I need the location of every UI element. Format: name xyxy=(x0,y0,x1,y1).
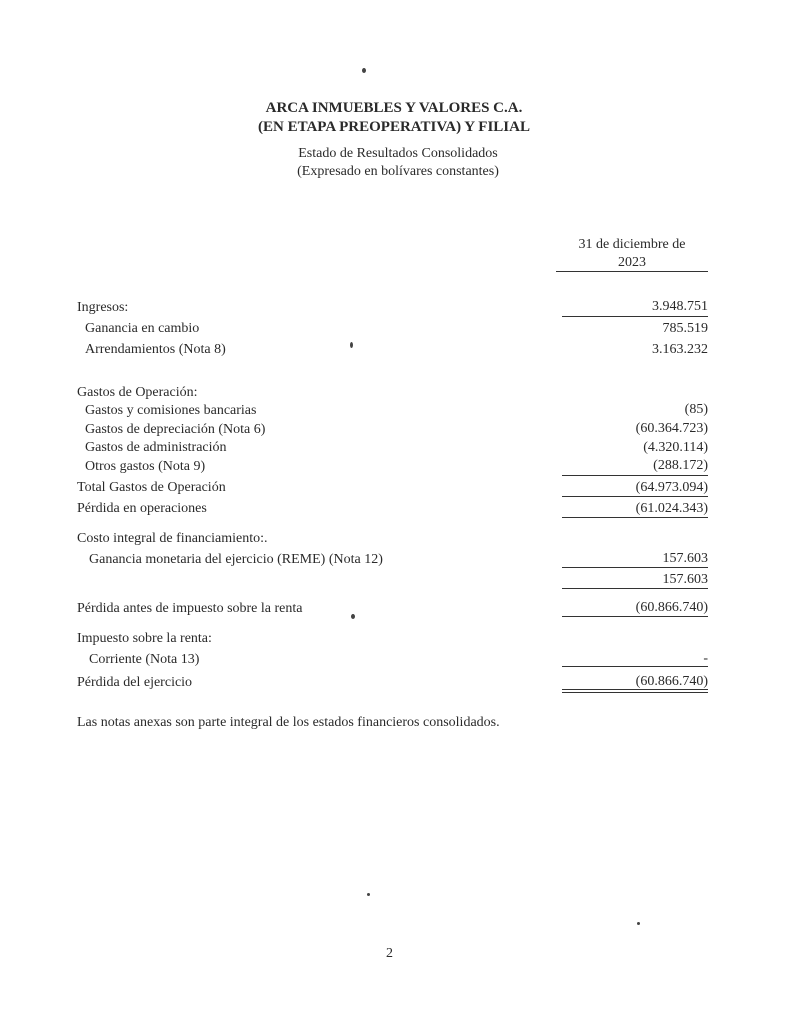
company-name xyxy=(0,99,788,137)
label-gastos-bancarias: Gastos y comisiones bancarias xyxy=(85,403,257,418)
double-rule-perdida-ejercicio xyxy=(562,689,708,693)
rule-corriente xyxy=(562,666,708,667)
page-number: 2 xyxy=(386,946,393,961)
label-perdida-antes-impuesto: Pérdida antes de impuesto sobre la renta xyxy=(77,601,303,616)
label-ganancia-monetaria: Ganancia monetaria del ejercicio (REME) (Nota 12) xyxy=(89,552,383,567)
scan-speck xyxy=(637,922,640,925)
amount-otros-gastos: (288.172) xyxy=(653,458,708,473)
amount-perdida-ejercicio: (60.866.740) xyxy=(635,674,708,689)
amount-gastos-administracion: (4.320.114) xyxy=(643,440,708,455)
label-total-gastos: Total Gastos de Operación xyxy=(77,480,226,495)
label-otros-gastos: Otros gastos (Nota 9) xyxy=(85,459,206,474)
label-impuesto-renta: Impuesto sobre la renta: xyxy=(77,631,212,646)
amount-arrendamientos: 3.163.232 xyxy=(652,342,708,357)
rule-perdida-antes-impuesto xyxy=(562,616,708,617)
column-header-line2: 2023 xyxy=(618,255,646,270)
label-gastos-operacion: Gastos de Operación: xyxy=(77,385,198,400)
label-corriente: Corriente (Nota 13) xyxy=(89,652,200,667)
amount-gastos-depreciacion: (60.364.723) xyxy=(635,421,708,436)
amount-perdida-antes-impuesto: (60.866.740) xyxy=(635,600,708,615)
statement-subtitle: (Expresado en bolívares constantes) xyxy=(297,164,499,179)
amount-ingresos: 3.948.751 xyxy=(652,299,708,314)
scan-speck xyxy=(367,893,370,896)
rule-otros-gastos xyxy=(562,475,708,476)
company-line-1: ARCA INMUEBLES Y VALORES C.A. xyxy=(265,100,523,116)
amount-gastos-bancarias: (85) xyxy=(684,402,708,417)
amount-perdida-operaciones: (61.024.343) xyxy=(635,501,708,516)
label-gastos-depreciacion: Gastos de depreciación (Nota 6) xyxy=(85,422,266,437)
statement-heading xyxy=(0,145,788,181)
label-perdida-ejercicio: Pérdida del ejercicio xyxy=(77,675,193,690)
rule-total-gastos xyxy=(562,496,708,497)
company-line-2: (EN ETAPA PREOPERATIVA) Y FILIAL xyxy=(258,119,530,135)
label-gastos-administracion: Gastos de administración xyxy=(85,440,227,455)
scan-speck xyxy=(351,614,355,619)
rule-ganancia-monetaria xyxy=(562,567,708,568)
amount-subtotal-financiamiento: 157.603 xyxy=(662,572,708,587)
footnote: Las notas anexas son parte integral de los estados financieros consolidados. xyxy=(77,715,500,730)
rule-ingresos xyxy=(562,316,708,317)
label-perdida-operaciones: Pérdida en operaciones xyxy=(77,501,207,516)
column-header-rule xyxy=(556,271,708,272)
rule-subtotal-financiamiento xyxy=(562,588,708,589)
scan-speck xyxy=(362,68,366,73)
amount-corriente: - xyxy=(703,651,708,666)
label-ganancia-cambio: Ganancia en cambio xyxy=(85,321,200,336)
scan-speck xyxy=(350,342,353,348)
label-costo-integral: Costo integral de financiamiento:. xyxy=(77,531,268,546)
statement-title: Estado de Resultados Consolidados xyxy=(298,146,498,161)
amount-ganancia-monetaria: 157.603 xyxy=(662,551,708,566)
label-arrendamientos: Arrendamientos (Nota 8) xyxy=(85,342,226,357)
rule-perdida-operaciones xyxy=(562,517,708,518)
label-ingresos: Ingresos: xyxy=(77,300,129,315)
amount-total-gastos: (64.973.094) xyxy=(635,480,708,495)
amount-ganancia-cambio: 785.519 xyxy=(662,321,708,336)
column-header xyxy=(556,236,708,272)
column-header-line1: 31 de diciembre de xyxy=(578,237,686,252)
